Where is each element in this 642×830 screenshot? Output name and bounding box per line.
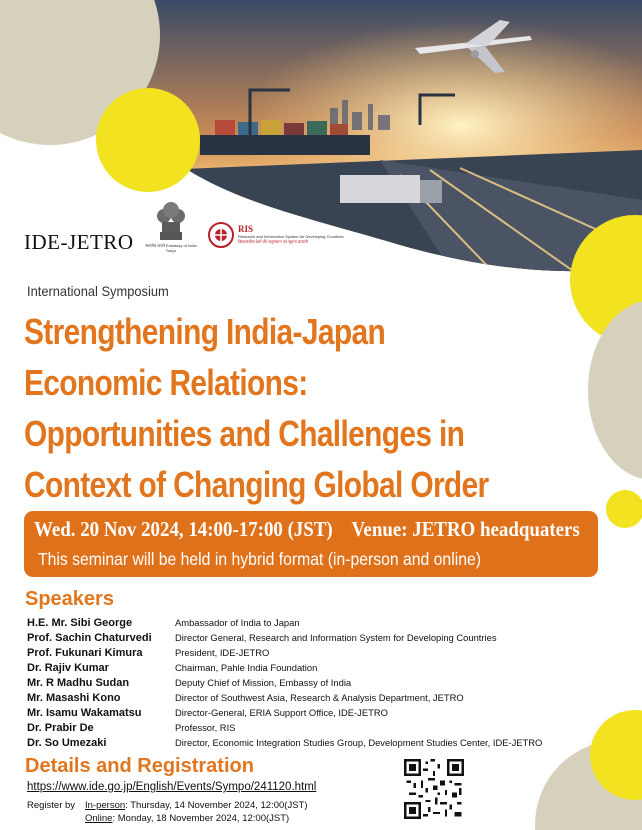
ris-text — [238, 224, 348, 244]
online-label: Online — [85, 813, 113, 824]
event-format-note: This seminar will be held in hybrid format (in-person and online) — [38, 549, 481, 569]
speaker-title: Professor, RIS — [175, 722, 236, 733]
speaker-name: Mr. Isamu Wakamatsu — [27, 706, 142, 719]
speaker-row — [27, 720, 602, 735]
title-line: Strengthening India-Japan — [24, 311, 386, 352]
event-title — [24, 306, 584, 510]
banner-date-venue — [34, 517, 580, 542]
registration-deadlines — [27, 799, 308, 825]
speaker-title: Director-General, ERIA Support Office, IDE-JETRO — [175, 707, 388, 718]
speaker-name: Prof. Fukunari Kimura — [27, 646, 143, 659]
speaker-title: Director of Southwest Asia, Research & Analysis Department, JETRO — [175, 692, 464, 703]
deadline-online — [27, 812, 308, 825]
ris-logo-icon — [208, 222, 234, 248]
speaker-row — [27, 615, 602, 630]
speaker-title: Deputy Chief of Mission, Embassy of India — [175, 677, 352, 688]
speaker-name: Dr. Prabir De — [27, 721, 94, 734]
title-line: Context of Changing Global Order — [24, 464, 489, 505]
speaker-title: Chairman, Pahle India Foundation — [175, 662, 318, 673]
speaker-name: Mr. Masashi Kono — [27, 691, 121, 704]
event-kicker: International Symposium — [27, 283, 169, 299]
event-datetime: Wed. 20 Nov 2024, 14:00-17:00 (JST) — [34, 517, 333, 541]
deadline-inperson — [27, 799, 308, 812]
speaker-name: Prof. Sachin Chaturvedi — [27, 631, 152, 644]
speaker-title: Ambassador of India to Japan — [175, 617, 300, 628]
speaker-title: Director, Economic Integration Studies Group, Development Studies Center, IDE-JETRO — [175, 737, 543, 748]
speaker-row — [27, 735, 602, 750]
ris-hindi: विकासशील देशों की अनुसंधान एवं सूचना प्रणाली — [238, 239, 308, 244]
speaker-name: Mr. R Madhu Sudan — [27, 676, 130, 689]
speaker-name: Dr. Rajiv Kumar — [27, 661, 109, 674]
speaker-row — [27, 675, 602, 690]
speaker-row — [27, 660, 602, 675]
inperson-label: In-person — [85, 800, 126, 811]
event-banner — [24, 511, 598, 577]
register-label: Register by — [27, 800, 76, 811]
speaker-name: H.E. Mr. Sibi George — [27, 616, 133, 629]
title-line: Opportunities and Challenges in — [24, 413, 465, 454]
speakers-heading: Speakers — [25, 588, 114, 610]
inperson-date: : Thursday, 14 November 2024, 12:00(JST) — [125, 800, 308, 811]
details-heading: Details and Registration — [25, 755, 254, 777]
speaker-name: Dr. So Umezaki — [27, 736, 107, 749]
speaker-title: Director General, Research and Information System for Developing Countries — [175, 632, 497, 643]
speaker-row — [27, 690, 602, 705]
event-venue: Venue: JETRO headquaters — [351, 517, 580, 541]
speaker-row — [27, 705, 602, 720]
speaker-row — [27, 630, 602, 645]
online-date: : Monday, 18 November 2024, 12:00(JST) — [112, 813, 290, 824]
logo-strip — [20, 196, 344, 266]
emblem-caption: सत्यमेव जयते Embassy of India Tokyo — [145, 243, 197, 253]
yellow-dot-right — [606, 490, 642, 528]
speaker-title: President, IDE-JETRO — [175, 647, 270, 658]
speaker-row — [27, 645, 602, 660]
registration-link[interactable]: https://www.ide.go.jp/English/Events/Sympo/241120.html — [27, 781, 317, 793]
speakers-list — [27, 615, 602, 750]
ris-name: RIS — [238, 224, 254, 234]
qr-code-icon[interactable] — [404, 759, 464, 819]
ide-jetro-logo: IDE-JETRO — [24, 230, 134, 254]
title-line: Economic Relations: — [24, 362, 308, 403]
ris-subtitle: Research and Information System for Developing Countries — [238, 234, 344, 239]
